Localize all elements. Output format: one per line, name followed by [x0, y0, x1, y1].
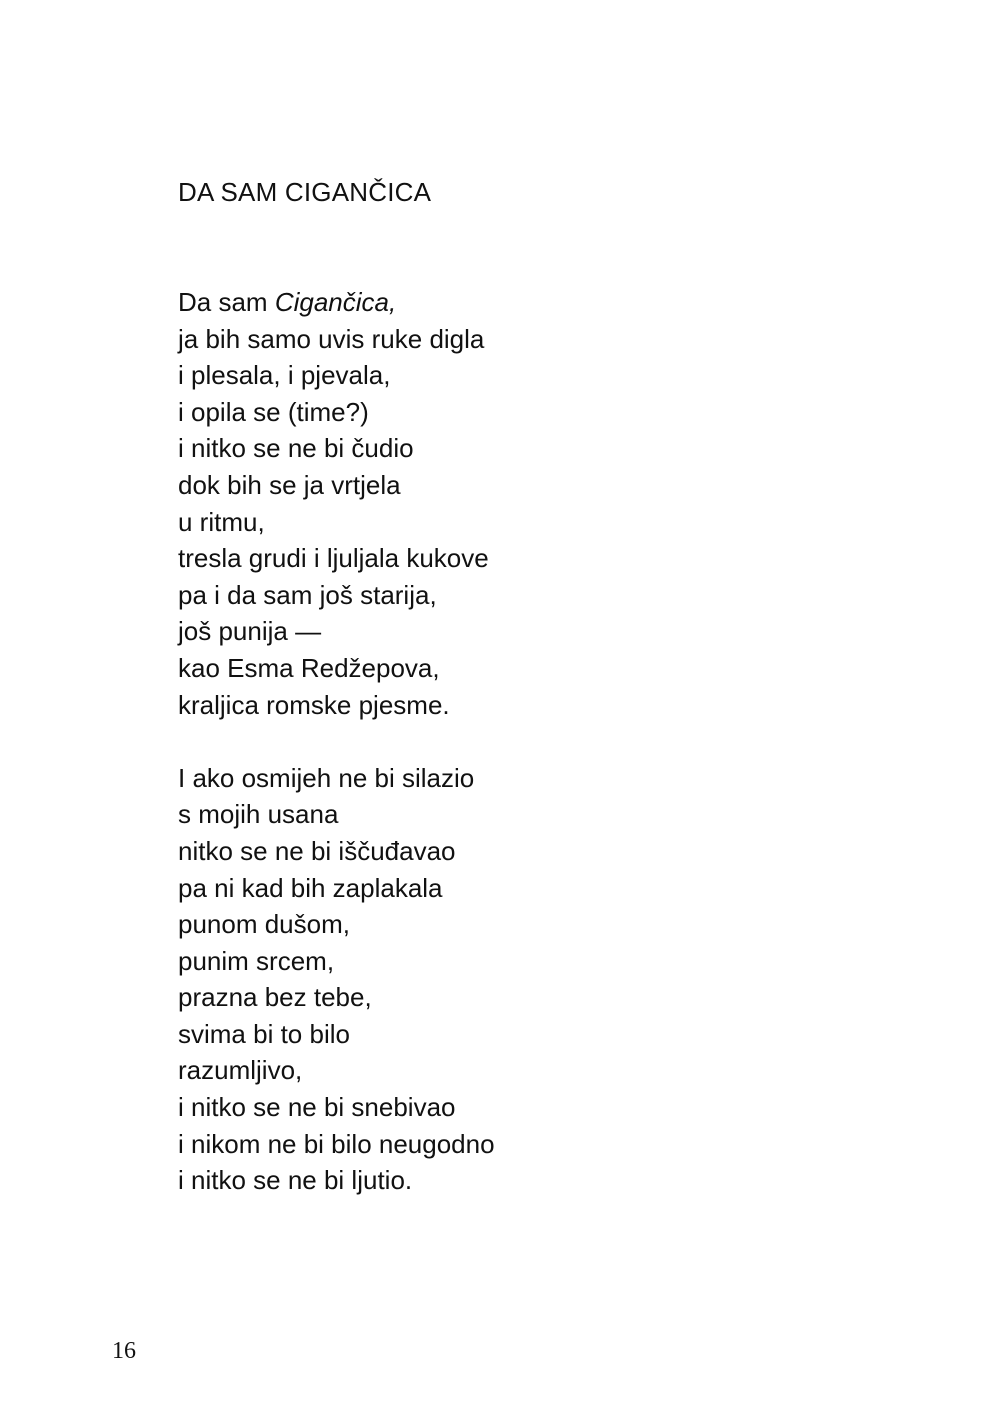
- poem-line: u ritmu,: [178, 506, 265, 537]
- poem-line: pa i da sam još starija,: [178, 579, 437, 610]
- poem-line: i plesala, i pjevala,: [178, 360, 391, 391]
- poem-line: i opila se (time?): [178, 396, 369, 427]
- poem-line: [178, 284, 495, 321]
- poem-title: DA SAM CIGANČICA: [178, 177, 432, 207]
- poem-line: još punija —: [178, 616, 322, 647]
- poem-line: ja bih samo uvis ruke digla: [178, 323, 485, 354]
- poem-line: i nitko se ne bi snebivao: [178, 1092, 456, 1123]
- poem-line: pa ni kad bih zaplakala: [178, 872, 443, 903]
- poem-body: [178, 284, 495, 1199]
- poem-line: I ako osmijeh ne bi silazio: [178, 762, 475, 793]
- poem-line: svima bi to bilo: [178, 1018, 350, 1049]
- poem-line: i nikom ne bi bilo neugodno: [178, 1128, 495, 1159]
- stanza-2: [178, 760, 495, 1199]
- poem-line: punim srcem,: [178, 945, 335, 976]
- poem-line: nitko se ne bi iščuđavao: [178, 835, 456, 866]
- stanza-1: [178, 284, 495, 723]
- poem-line: kraljica romske pjesme.: [178, 689, 450, 720]
- poem-line: s mojih usana: [178, 799, 339, 830]
- poem-line: tresla grudi i ljuljala kukove: [178, 543, 489, 574]
- poem-line: dok bih se ja vrtjela: [178, 469, 401, 500]
- poem-line: i nitko se ne bi ljutio.: [178, 1165, 413, 1196]
- poem-line: razumljivo,: [178, 1055, 303, 1086]
- poem-line: punom dušom,: [178, 909, 350, 940]
- poem-line-italic-text: Cigančica,: [274, 287, 397, 317]
- poem-line: i nitko se ne bi čudio: [178, 433, 414, 464]
- poem-line: kao Esma Redžepova,: [178, 652, 440, 683]
- poem-line-text: Da sam: [178, 287, 275, 317]
- page-number: 16: [112, 1338, 136, 1364]
- poem-line: prazna bez tebe,: [178, 982, 372, 1013]
